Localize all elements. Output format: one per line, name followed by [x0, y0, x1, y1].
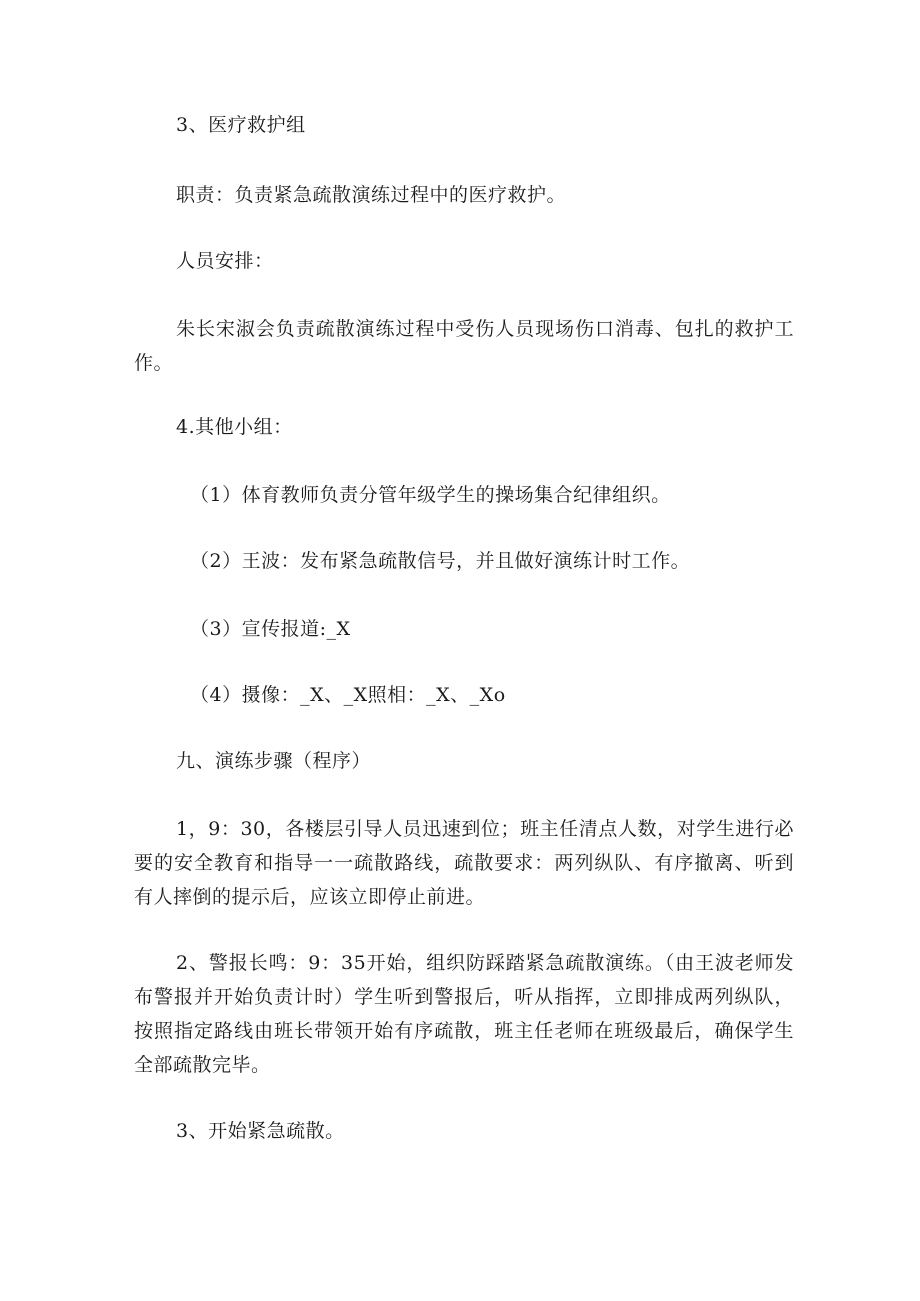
list-item-3: （3）宣传报道:_X	[190, 618, 351, 640]
duty-paragraph: 职责：负责紧急疏散演练过程中的医疗救护。	[176, 184, 567, 206]
step-3-paragraph: 3、开始紧急疏散。	[176, 1120, 345, 1142]
list-item-1: （1）体育教师负责分管年级学生的操场集合纪律组织。	[190, 484, 671, 506]
staff-heading: 人员安排：	[176, 250, 274, 272]
step-2-paragraph: 2、警报长鸣：9：35开始，组织防踩踏紧急疏散演练。（由王波老师发布警报并开始负责计时）学生听到警报后，听从指挥，立即排成两列纵队，按照指定路线由班长带领开始有序疏散，班主任老师在班级最后，确保学生全部疏散完毕。	[134, 952, 794, 1076]
list-item-2: （2）王波：发布紧急疏散信号，并且做好演练计时工作。	[190, 550, 691, 572]
section-heading-other: 4.其他小组：	[176, 416, 293, 438]
step-1-paragraph: 1，9：30，各楼层引导人员迅速到位；班主任清点人数，对学生进行必要的安全教育和指导一一疏散路线，疏散要求：两列纵队、有序撤离、听到有人摔倒的提示后，应该立即停止前进。	[134, 818, 794, 908]
staff-paragraph: 朱长宋淑会负责疏散演练过程中受伤人员现场伤口消毒、包扎的救护工作。	[134, 318, 794, 374]
list-item-4: （4）摄像：_X、_X照相：_X、_Xo	[190, 684, 506, 706]
section-heading-medical: 3、医疗救护组	[176, 114, 306, 136]
section-heading-steps: 九、演练步骤（程序）	[176, 750, 372, 772]
